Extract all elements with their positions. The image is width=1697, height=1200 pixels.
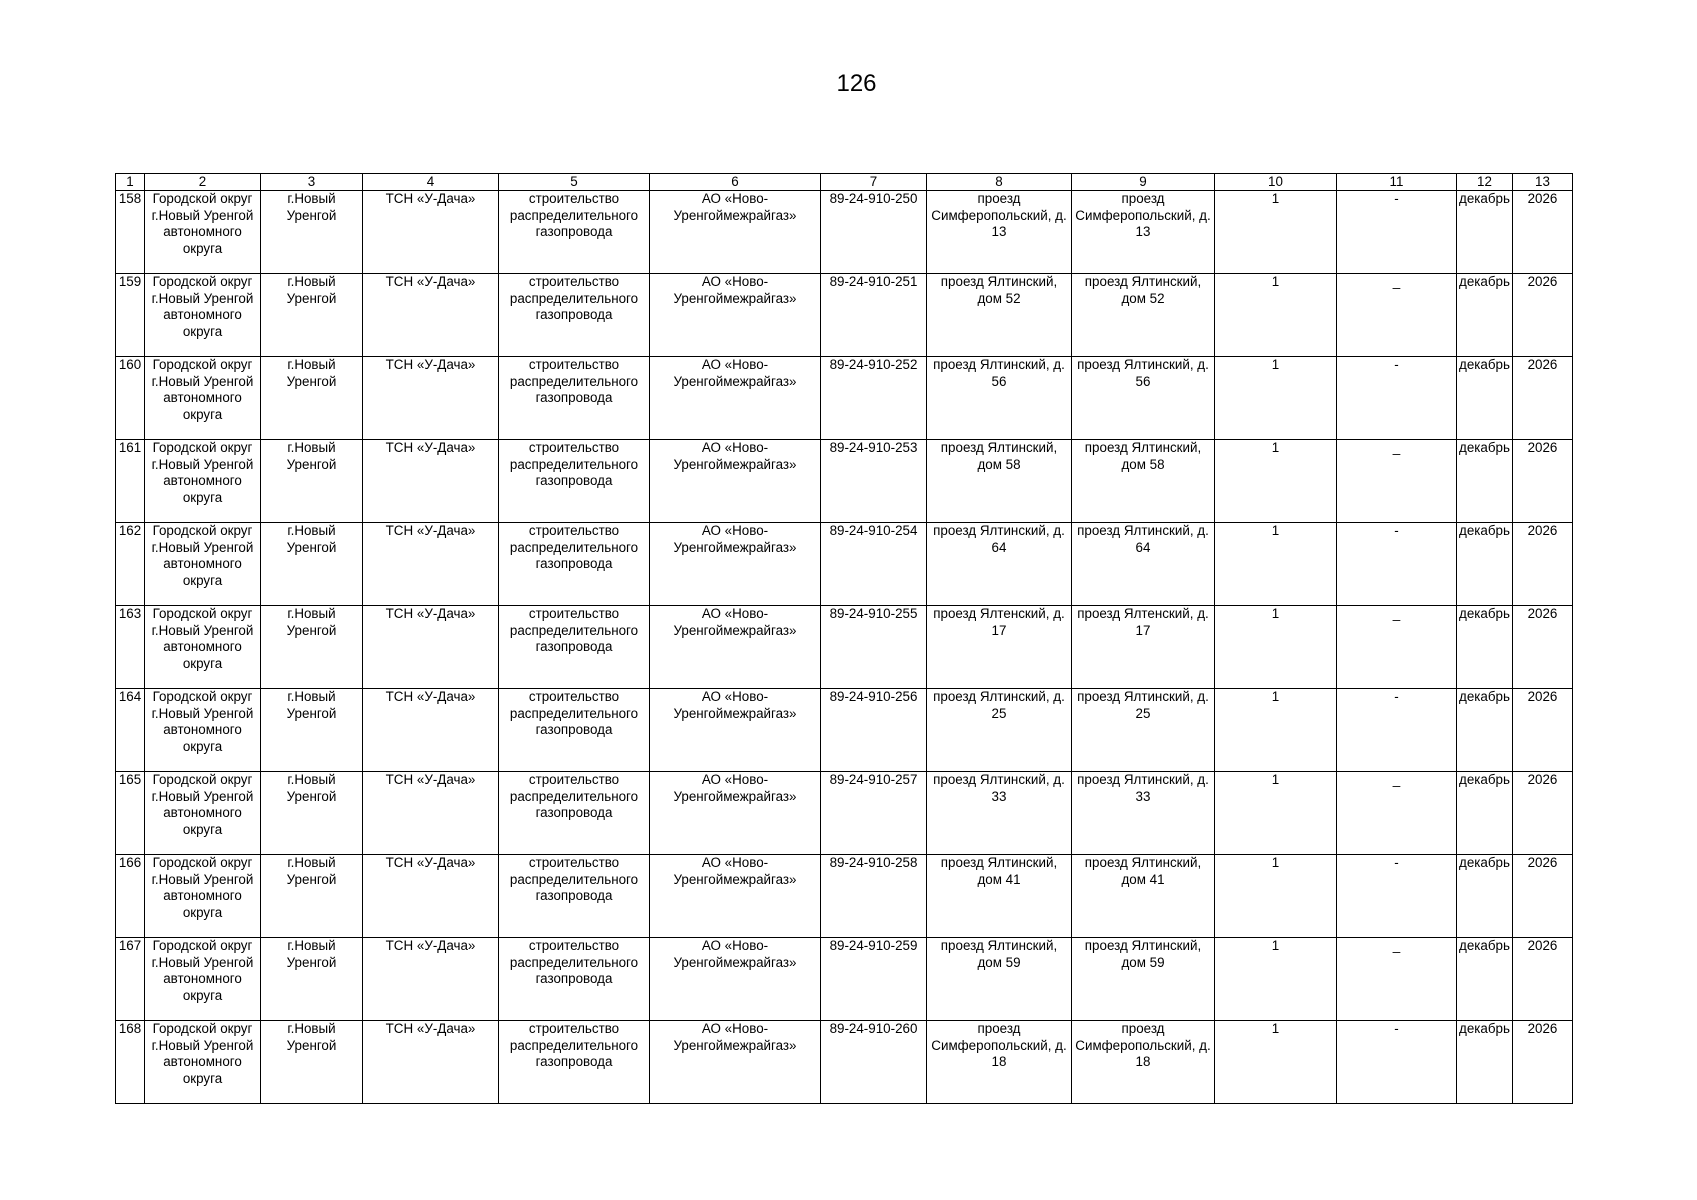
address-from-cell: проезд Симферопольский, д. 13 [927, 191, 1072, 274]
city-cell: г.Новый Уренгой [261, 689, 363, 772]
table-row [116, 606, 1573, 689]
address-from-cell: проезд Ялтинский, дом 52 [927, 274, 1072, 357]
cadastral-number-cell: 89-24-910-255 [821, 606, 927, 689]
partnership-cell: ТСН «У-Дача» [363, 938, 499, 1021]
table-row [116, 274, 1573, 357]
organization-cell: АО «Ново-Уренгоймежрайгаз» [650, 523, 821, 606]
table-row [116, 440, 1573, 523]
count-cell: 1 [1215, 357, 1337, 440]
cadastral-number-cell: 89-24-910-259 [821, 938, 927, 1021]
header-cell: 9 [1072, 174, 1215, 191]
month-cell: декабрь [1457, 689, 1513, 772]
district-cell: Городской округ г.Новый Уренгой автономного округа [145, 938, 261, 1021]
partnership-cell: ТСН «У-Дача» [363, 1021, 499, 1104]
address-from-cell: проезд Ялтенский, д. 17 [927, 606, 1072, 689]
organization-cell: АО «Ново-Уренгоймежрайгаз» [650, 1021, 821, 1104]
address-from-cell: проезд Ялтинский, д. 33 [927, 772, 1072, 855]
district-cell: Городской округ г.Новый Уренгой автономного округа [145, 855, 261, 938]
header-cell: 2 [145, 174, 261, 191]
city-cell: г.Новый Уренгой [261, 1021, 363, 1104]
partnership-cell: ТСН «У-Дача» [363, 772, 499, 855]
purpose-cell: строительство распределительного газопровода [499, 191, 650, 274]
purpose-cell: строительство распределительного газопровода [499, 938, 650, 1021]
header-cell: 13 [1513, 174, 1573, 191]
partnership-cell: ТСН «У-Дача» [363, 357, 499, 440]
district-cell: Городской округ г.Новый Уренгой автономного округа [145, 606, 261, 689]
address-to-cell: проезд Ялтинский, д. 25 [1072, 689, 1215, 772]
organization-cell: АО «Ново-Уренгоймежрайгаз» [650, 689, 821, 772]
city-cell: г.Новый Уренгой [261, 772, 363, 855]
count-cell: 1 [1215, 274, 1337, 357]
header-cell: 5 [499, 174, 650, 191]
count-cell: 1 [1215, 606, 1337, 689]
partnership-cell: ТСН «У-Дача» [363, 689, 499, 772]
page-number: 126 [836, 70, 877, 97]
district-cell: Городской округ г.Новый Уренгой автономного округа [145, 357, 261, 440]
address-to-cell: проезд Ялтинский, дом 59 [1072, 938, 1215, 1021]
purpose-cell: строительство распределительного газопровода [499, 689, 650, 772]
partnership-cell: ТСН «У-Дача» [363, 440, 499, 523]
address-to-cell: проезд Ялтинский, д. 64 [1072, 523, 1215, 606]
purpose-cell: строительство распределительного газопровода [499, 440, 650, 523]
column-11-cell: - [1337, 689, 1457, 772]
address-to-cell: проезд Ялтинский, дом 41 [1072, 855, 1215, 938]
partnership-cell: ТСН «У-Дача» [363, 191, 499, 274]
year-cell: 2026 [1513, 689, 1573, 772]
header-cell: 6 [650, 174, 821, 191]
row-number-cell: 168 [116, 1021, 145, 1104]
organization-cell: АО «Ново-Уренгоймежрайгаз» [650, 855, 821, 938]
column-11-cell: - [1337, 1021, 1457, 1104]
month-cell: декабрь [1457, 1021, 1513, 1104]
table-row [116, 938, 1573, 1021]
row-number-cell: 164 [116, 689, 145, 772]
year-cell: 2026 [1513, 772, 1573, 855]
month-cell: декабрь [1457, 523, 1513, 606]
count-cell: 1 [1215, 191, 1337, 274]
address-from-cell: проезд Ялтинский, дом 41 [927, 855, 1072, 938]
district-cell: Городской округ г.Новый Уренгой автономного округа [145, 523, 261, 606]
city-cell: г.Новый Уренгой [261, 523, 363, 606]
cadastral-number-cell: 89-24-910-258 [821, 855, 927, 938]
organization-cell: АО «Ново-Уренгоймежрайгаз» [650, 274, 821, 357]
header-cell: 7 [821, 174, 927, 191]
purpose-cell: строительство распределительного газопровода [499, 1021, 650, 1104]
header-cell: 3 [261, 174, 363, 191]
row-number-cell: 161 [116, 440, 145, 523]
month-cell: декабрь [1457, 772, 1513, 855]
organization-cell: АО «Ново-Уренгоймежрайгаз» [650, 606, 821, 689]
organization-cell: АО «Ново-Уренгоймежрайгаз» [650, 440, 821, 523]
month-cell: декабрь [1457, 855, 1513, 938]
address-from-cell: проезд Ялтинский, д. 56 [927, 357, 1072, 440]
city-cell: г.Новый Уренгой [261, 440, 363, 523]
column-11-cell: - [1337, 523, 1457, 606]
cadastral-number-cell: 89-24-910-253 [821, 440, 927, 523]
city-cell: г.Новый Уренгой [261, 938, 363, 1021]
year-cell: 2026 [1513, 855, 1573, 938]
header-cell: 10 [1215, 174, 1337, 191]
address-to-cell: проезд Симферопольский, д. 18 [1072, 1021, 1215, 1104]
purpose-cell: строительство распределительного газопровода [499, 772, 650, 855]
cadastral-number-cell: 89-24-910-254 [821, 523, 927, 606]
address-to-cell: проезд Ялтинский, д. 56 [1072, 357, 1215, 440]
row-number-cell: 163 [116, 606, 145, 689]
address-from-cell: проезд Ялтинский, д. 25 [927, 689, 1072, 772]
purpose-cell: строительство распределительного газопровода [499, 523, 650, 606]
row-number-cell: 167 [116, 938, 145, 1021]
year-cell: 2026 [1513, 274, 1573, 357]
address-from-cell: проезд Ялтинский, дом 58 [927, 440, 1072, 523]
year-cell: 2026 [1513, 1021, 1573, 1104]
partnership-cell: ТСН «У-Дача» [363, 855, 499, 938]
table-header-row [116, 174, 1573, 191]
cadastral-number-cell: 89-24-910-257 [821, 772, 927, 855]
month-cell: декабрь [1457, 606, 1513, 689]
column-11-cell: _ [1337, 938, 1457, 1021]
row-number-cell: 162 [116, 523, 145, 606]
row-number-cell: 159 [116, 274, 145, 357]
city-cell: г.Новый Уренгой [261, 191, 363, 274]
address-to-cell: проезд Ялтинский, дом 52 [1072, 274, 1215, 357]
column-11-cell: - [1337, 855, 1457, 938]
district-cell: Городской округ г.Новый Уренгой автономного округа [145, 1021, 261, 1104]
city-cell: г.Новый Уренгой [261, 606, 363, 689]
district-cell: Городской округ г.Новый Уренгой автономного округа [145, 772, 261, 855]
partnership-cell: ТСН «У-Дача» [363, 274, 499, 357]
count-cell: 1 [1215, 440, 1337, 523]
table-row [116, 1021, 1573, 1104]
row-number-cell: 166 [116, 855, 145, 938]
purpose-cell: строительство распределительного газопровода [499, 357, 650, 440]
registry-table [115, 173, 1573, 1104]
header-cell: 12 [1457, 174, 1513, 191]
partnership-cell: ТСН «У-Дача» [363, 523, 499, 606]
count-cell: 1 [1215, 938, 1337, 1021]
year-cell: 2026 [1513, 440, 1573, 523]
row-number-cell: 158 [116, 191, 145, 274]
header-cell: 4 [363, 174, 499, 191]
column-11-cell: - [1337, 357, 1457, 440]
address-to-cell: проезд Ялтинский, дом 58 [1072, 440, 1215, 523]
district-cell: Городской округ г.Новый Уренгой автономного округа [145, 689, 261, 772]
count-cell: 1 [1215, 855, 1337, 938]
count-cell: 1 [1215, 523, 1337, 606]
table-row [116, 523, 1573, 606]
city-cell: г.Новый Уренгой [261, 357, 363, 440]
purpose-cell: строительство распределительного газопровода [499, 855, 650, 938]
address-from-cell: проезд Ялтинский, дом 59 [927, 938, 1072, 1021]
district-cell: Городской округ г.Новый Уренгой автономного округа [145, 191, 261, 274]
year-cell: 2026 [1513, 523, 1573, 606]
header-cell: 8 [927, 174, 1072, 191]
cadastral-number-cell: 89-24-910-252 [821, 357, 927, 440]
address-from-cell: проезд Ялтинский, д. 64 [927, 523, 1072, 606]
year-cell: 2026 [1513, 606, 1573, 689]
row-number-cell: 160 [116, 357, 145, 440]
row-number-cell: 165 [116, 772, 145, 855]
column-11-cell: _ [1337, 606, 1457, 689]
city-cell: г.Новый Уренгой [261, 274, 363, 357]
year-cell: 2026 [1513, 938, 1573, 1021]
column-11-cell: _ [1337, 274, 1457, 357]
address-to-cell: проезд Симферопольский, д. 13 [1072, 191, 1215, 274]
table-row [116, 689, 1573, 772]
organization-cell: АО «Ново-Уренгоймежрайгаз» [650, 772, 821, 855]
address-to-cell: проезд Ялтенский, д. 17 [1072, 606, 1215, 689]
organization-cell: АО «Ново-Уренгоймежрайгаз» [650, 938, 821, 1021]
table-row [116, 855, 1573, 938]
column-11-cell: - [1337, 191, 1457, 274]
cadastral-number-cell: 89-24-910-256 [821, 689, 927, 772]
address-to-cell: проезд Ялтинский, д. 33 [1072, 772, 1215, 855]
header-cell: 11 [1337, 174, 1457, 191]
purpose-cell: строительство распределительного газопровода [499, 274, 650, 357]
district-cell: Городской округ г.Новый Уренгой автономного округа [145, 274, 261, 357]
table-row [116, 191, 1573, 274]
cadastral-number-cell: 89-24-910-250 [821, 191, 927, 274]
city-cell: г.Новый Уренгой [261, 855, 363, 938]
month-cell: декабрь [1457, 357, 1513, 440]
header-cell: 1 [116, 174, 145, 191]
address-from-cell: проезд Симферопольский, д. 18 [927, 1021, 1072, 1104]
column-11-cell: _ [1337, 772, 1457, 855]
table-row [116, 772, 1573, 855]
year-cell: 2026 [1513, 191, 1573, 274]
cadastral-number-cell: 89-24-910-260 [821, 1021, 927, 1104]
count-cell: 1 [1215, 772, 1337, 855]
purpose-cell: строительство распределительного газопровода [499, 606, 650, 689]
month-cell: декабрь [1457, 191, 1513, 274]
partnership-cell: ТСН «У-Дача» [363, 606, 499, 689]
table-row [116, 357, 1573, 440]
count-cell: 1 [1215, 1021, 1337, 1104]
organization-cell: АО «Ново-Уренгоймежрайгаз» [650, 357, 821, 440]
district-cell: Городской округ г.Новый Уренгой автономного округа [145, 440, 261, 523]
month-cell: декабрь [1457, 938, 1513, 1021]
organization-cell: АО «Ново-Уренгоймежрайгаз» [650, 191, 821, 274]
month-cell: декабрь [1457, 440, 1513, 523]
column-11-cell: _ [1337, 440, 1457, 523]
count-cell: 1 [1215, 689, 1337, 772]
month-cell: декабрь [1457, 274, 1513, 357]
cadastral-number-cell: 89-24-910-251 [821, 274, 927, 357]
year-cell: 2026 [1513, 357, 1573, 440]
